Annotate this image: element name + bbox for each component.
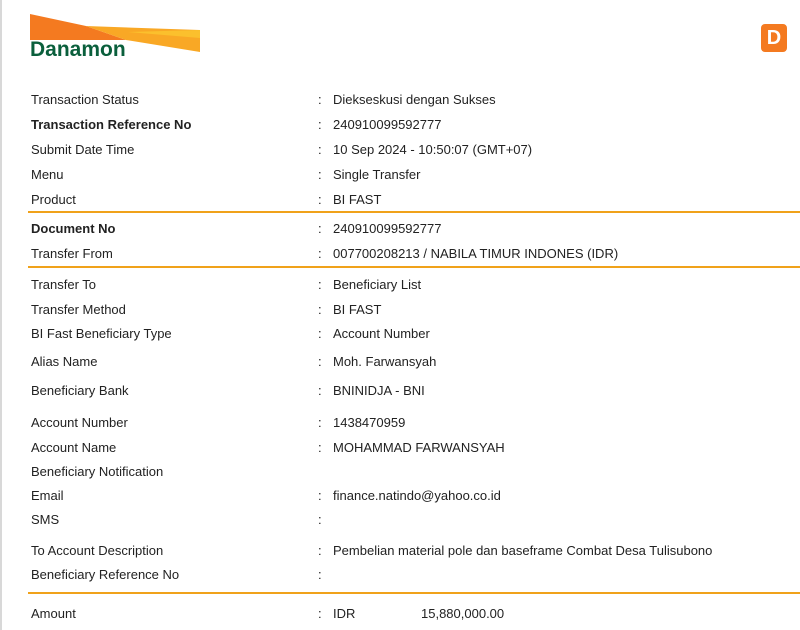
- amount-row: [0, 606, 800, 626]
- detail-value: Account Number: [333, 326, 430, 341]
- detail-value: Moh. Farwansyah: [333, 354, 437, 369]
- detail-value: 007700208213 / NABILA TIMUR INDONES (IDR): [333, 246, 619, 261]
- detail-row: [0, 326, 800, 346]
- detail-label: Alias Name: [31, 354, 98, 369]
- detail-separator: :: [318, 440, 322, 455]
- detail-row: [0, 488, 800, 508]
- detail-separator: :: [318, 246, 322, 261]
- detail-row: [0, 567, 800, 587]
- detail-row: [0, 415, 800, 435]
- detail-row: [0, 543, 800, 563]
- detail-separator: :: [318, 221, 322, 236]
- detail-value: BNINIDJA - BNI: [333, 383, 425, 398]
- detail-value: Single Transfer: [333, 167, 421, 182]
- detail-label: Transfer From: [31, 246, 113, 261]
- detail-label: To Account Description: [31, 543, 164, 558]
- detail-row: [0, 354, 800, 374]
- detail-value: Beneficiary List: [333, 277, 422, 292]
- detail-row: [0, 464, 800, 484]
- amount-separator: :: [318, 606, 322, 621]
- detail-row: [0, 383, 800, 403]
- detail-value: BI FAST: [333, 302, 382, 317]
- section-divider: [28, 266, 800, 268]
- detail-separator: :: [318, 512, 322, 527]
- detail-value: 1438470959: [333, 415, 406, 430]
- detail-label: Submit Date Time: [31, 142, 135, 157]
- corner-app-icon: D: [761, 24, 787, 52]
- detail-row: [0, 277, 800, 297]
- section-divider: [28, 592, 800, 594]
- detail-value: 240910099592777: [333, 221, 442, 236]
- detail-separator: :: [318, 192, 322, 207]
- danamon-wordmark: Danamon: [30, 38, 126, 61]
- detail-separator: :: [318, 302, 322, 317]
- amount-label: Amount: [31, 606, 76, 621]
- detail-row: [0, 192, 800, 212]
- detail-label: Transaction Status: [31, 92, 139, 107]
- detail-row: [0, 440, 800, 460]
- detail-value: Pembelian material pole dan baseframe Combat Desa Tulisubono: [333, 543, 713, 558]
- detail-value: MOHAMMAD FARWANSYAH: [333, 440, 505, 455]
- detail-separator: :: [318, 567, 322, 582]
- detail-row: [0, 512, 800, 532]
- detail-value: 10 Sep 2024 - 10:50:07 (GMT+07): [333, 142, 533, 157]
- detail-label: Email: [31, 488, 64, 503]
- detail-label: Transfer To: [31, 277, 97, 292]
- detail-row: [0, 246, 800, 266]
- detail-label: SMS: [31, 512, 60, 527]
- detail-separator: :: [318, 415, 322, 430]
- detail-value: Diekseskusi dengan Sukses: [333, 92, 496, 107]
- detail-label: Document No: [31, 221, 116, 236]
- amount-value: 15,880,000.00: [421, 606, 505, 621]
- danamon-logo: [28, 12, 203, 62]
- detail-row: [0, 142, 800, 162]
- detail-value: BI FAST: [333, 192, 382, 207]
- detail-row: [0, 167, 800, 187]
- detail-separator: :: [318, 142, 322, 157]
- detail-label: Product: [31, 192, 76, 207]
- detail-label: Beneficiary Notification: [31, 464, 164, 479]
- detail-label: Transaction Reference No: [31, 117, 192, 132]
- detail-separator: :: [318, 543, 322, 558]
- detail-row: [0, 221, 800, 241]
- detail-separator: :: [318, 277, 322, 292]
- detail-separator: :: [318, 167, 322, 182]
- detail-label: Beneficiary Bank: [31, 383, 129, 398]
- detail-separator: :: [318, 117, 322, 132]
- detail-row: [0, 302, 800, 322]
- detail-row: [0, 92, 800, 112]
- detail-label: Transfer Method: [31, 302, 126, 317]
- detail-separator: :: [318, 383, 322, 398]
- section-divider: [28, 211, 800, 213]
- detail-label: Menu: [31, 167, 64, 182]
- detail-label: Account Number: [31, 415, 128, 430]
- detail-separator: :: [318, 488, 322, 503]
- detail-row: [0, 117, 800, 137]
- detail-separator: :: [318, 92, 322, 107]
- detail-label: BI Fast Beneficiary Type: [31, 326, 172, 341]
- detail-label: Account Name: [31, 440, 117, 455]
- amount-currency: IDR: [333, 606, 356, 621]
- detail-label: Beneficiary Reference No: [31, 567, 180, 582]
- detail-value: finance.natindo@yahoo.co.id: [333, 488, 501, 503]
- detail-separator: :: [318, 354, 322, 369]
- detail-separator: :: [318, 326, 322, 341]
- detail-value: 240910099592777: [333, 117, 442, 132]
